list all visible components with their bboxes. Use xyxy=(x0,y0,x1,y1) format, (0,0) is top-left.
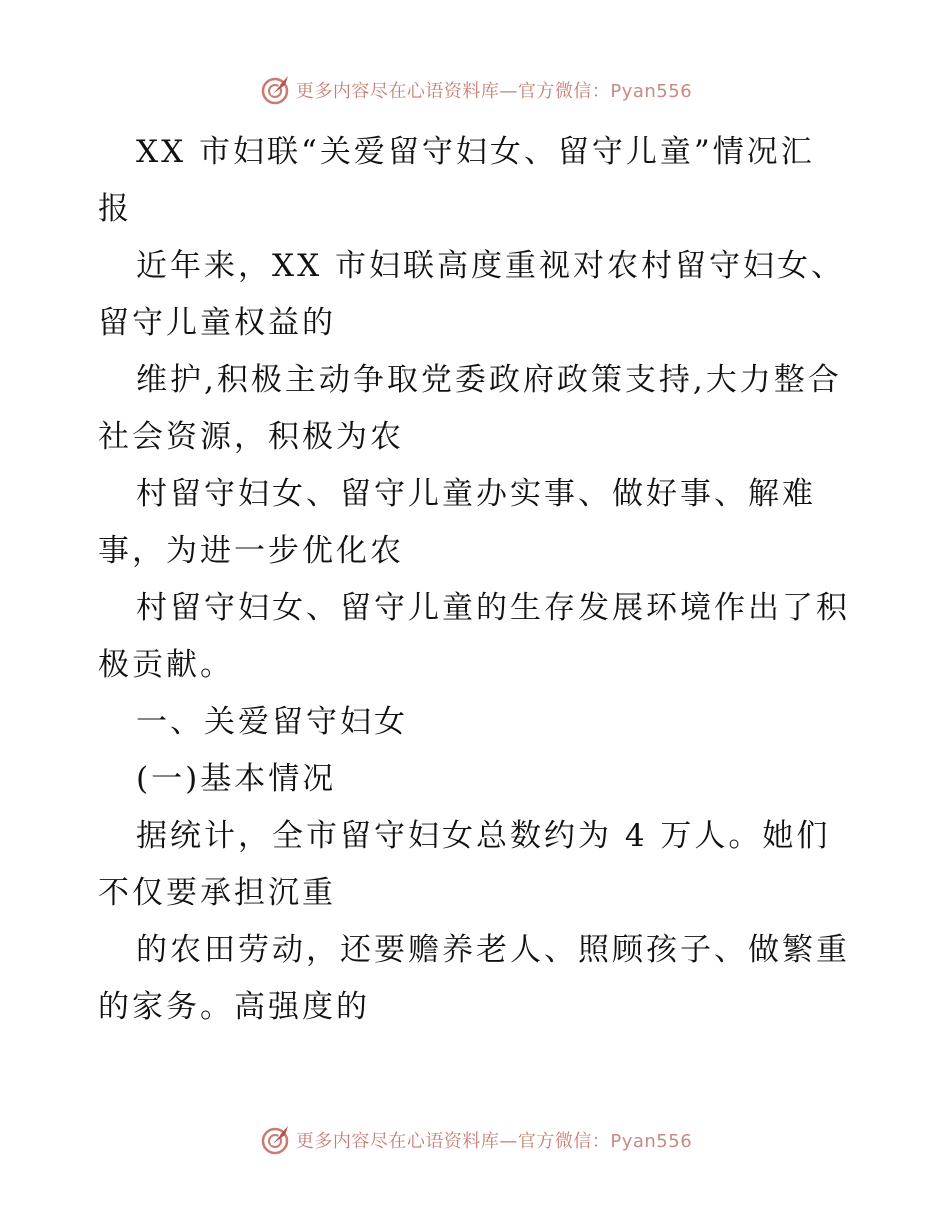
subsection-heading: (一)基本情况 xyxy=(136,761,337,797)
paragraph-line: 近年来，XX 市妇联高度重视对农村留守妇女、 xyxy=(136,248,845,284)
paragraph-line: 不仅要承担沉重 xyxy=(98,875,336,911)
header-watermark xyxy=(0,70,950,110)
paragraph-line: 留守儿童权益的 xyxy=(98,305,336,341)
document-body xyxy=(98,124,858,1036)
title-line-1: XX 市妇联“关爱留守妇女、留守儿童”情况汇 xyxy=(136,134,815,170)
paragraph-line: 维护,积极主动争取党委政府政策支持,大力整合 xyxy=(136,362,842,398)
quill-logo-icon xyxy=(258,1123,292,1157)
paragraph-line: 社会资源，积极为农 xyxy=(98,419,404,455)
title-line-2: 报 xyxy=(98,191,132,227)
wechat-id: Pyan556 xyxy=(610,81,693,102)
paragraph-line: 据统计，全市留守妇女总数约为 4 万人。她们 xyxy=(136,818,831,854)
watermark-text: 更多内容尽在心语资料库—官方微信：Pyan556 xyxy=(295,1131,693,1152)
watermark-text: 更多内容尽在心语资料库—官方微信：Pyan556 xyxy=(295,81,693,102)
paragraph-line: 的家务。高强度的 xyxy=(98,989,370,1025)
section-heading: 一、关爱留守妇女 xyxy=(136,704,408,740)
paragraph-line: 的农田劳动，还要赡养老人、照顾孩子、做繁重 xyxy=(136,932,850,968)
paragraph-line: 村留守妇女、留守儿童办实事、做好事、解难 xyxy=(136,476,816,512)
footer-watermark xyxy=(0,1120,950,1160)
paragraph-line: 村留守妇女、留守儿童的生存发展环境作出了积 xyxy=(136,590,850,626)
paragraph-line: 事，为进一步优化农 xyxy=(98,533,404,569)
wechat-id: Pyan556 xyxy=(610,1131,693,1152)
paragraph-line: 极贡献。 xyxy=(98,647,234,683)
quill-logo-icon xyxy=(258,73,292,107)
